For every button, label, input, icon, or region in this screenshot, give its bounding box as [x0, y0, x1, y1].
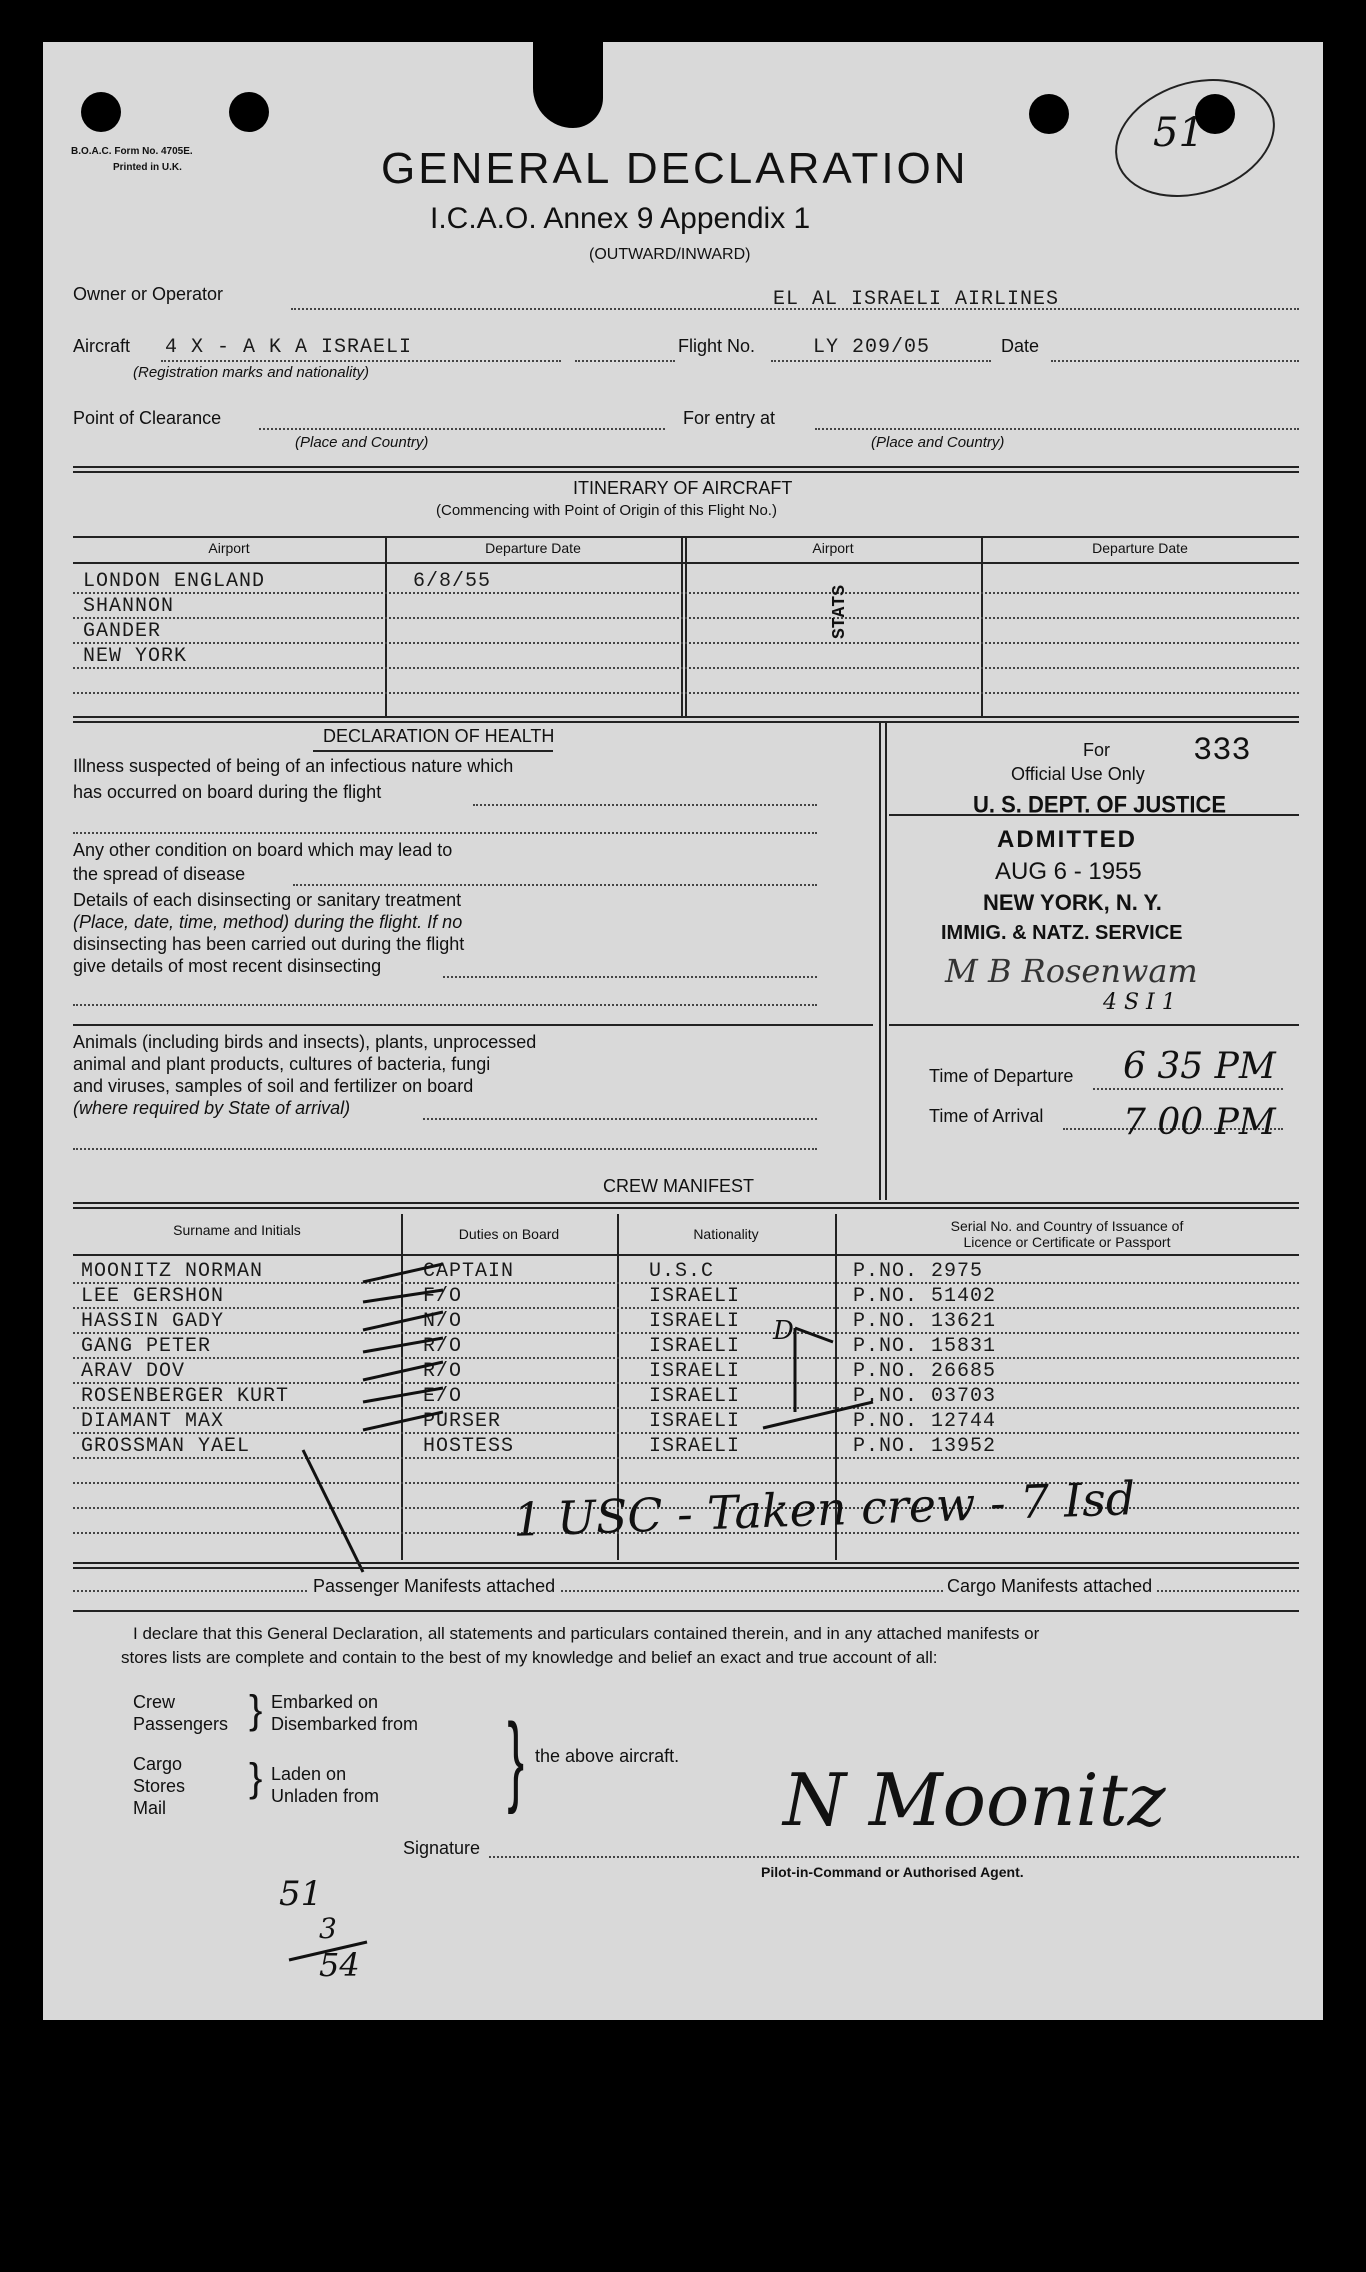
crew-duty: N/O [423, 1310, 463, 1333]
itinerary-date: 6/8/55 [413, 570, 492, 593]
crew-duty: R/O [423, 1360, 463, 1383]
crew-word: Crew [133, 1692, 176, 1712]
laden-label: Laden on [271, 1764, 347, 1784]
passengers-word: Passengers [133, 1714, 229, 1734]
for-label: For [1083, 740, 1110, 760]
departure-line [1093, 1088, 1283, 1090]
entry-label: For entry at [683, 408, 776, 428]
stores-word: Stores [133, 1776, 186, 1796]
crew-duty: HOSTESS [423, 1435, 515, 1458]
health-line [443, 976, 817, 978]
crew-title: CREW MANIFEST [603, 1176, 754, 1196]
crew-name: GROSSMAN YAEL [81, 1435, 251, 1458]
health-q3: Details of each disinsecting or sanitary treatment [73, 890, 462, 910]
punch-hole [1029, 94, 1069, 134]
crew-name: MOONITZ NORMAN [81, 1260, 264, 1283]
declaration-document [43, 42, 1323, 2020]
clearance-place-note: (Place and Country) [295, 434, 429, 451]
itinerary-airport: LONDON ENGLAND [83, 570, 266, 593]
crew-nationality: ISRAELI [649, 1285, 741, 1308]
health-line [293, 884, 817, 886]
crew-serial: P.NO. 03703 [853, 1385, 997, 1408]
embarked-label: Embarked on [271, 1692, 379, 1712]
crew-nationality: ISRAELI [649, 1360, 741, 1383]
itinerary-airport: GANDER [83, 620, 162, 643]
crew-name: GANG PETER [81, 1335, 212, 1358]
health-line [423, 1118, 817, 1120]
above-aircraft-label: the above aircraft. [535, 1746, 680, 1766]
crew-serial: P.NO. 12744 [853, 1410, 997, 1433]
departure-time-label: Time of Departure [929, 1066, 1074, 1086]
col-airport-2: Airport [812, 540, 854, 556]
signature-line [489, 1856, 1299, 1858]
officer-initials: 4 S I 1 [1103, 990, 1176, 1015]
crew-duty: CAPTAIN [423, 1260, 515, 1283]
captain-signature: N Moonitz [783, 1758, 1166, 1842]
circled-number-text: 51 [1153, 110, 1204, 156]
crew-name: HASSIN GADY [81, 1310, 225, 1333]
direction-note: (OUTWARD/INWARD) [589, 246, 751, 263]
stamp-service: IMMIG. & NATZ. SERVICE [941, 922, 1183, 944]
crew-name: DIAMANT MAX [81, 1410, 225, 1433]
health-line [473, 804, 817, 806]
health-q1b: has occurred on board during the flight [73, 782, 382, 802]
aircraft-line [161, 360, 561, 362]
crew-serial: P.NO. 13952 [853, 1435, 997, 1458]
health-q4b: animal and plant products, cultures of bacteria, fungi [73, 1054, 491, 1074]
stamp-admitted: ADMITTED [997, 826, 1137, 853]
health-q1: Illness suspected of being of an infectious nature which [73, 756, 514, 776]
flight-label: Flight No. [678, 336, 756, 356]
itinerary-row-line [73, 667, 1299, 669]
health-line [73, 832, 817, 834]
itinerary-subtitle: (Commencing with Point of Origin of this Flight No.) [436, 502, 777, 519]
disembarked-label: Disembarked from [271, 1714, 419, 1734]
page-subtitle: I.C.A.O. Annex 9 Appendix 1 [430, 202, 811, 235]
clearance-label: Point of Clearance [73, 408, 222, 428]
health-title: DECLARATION OF HEALTH [323, 726, 555, 746]
itinerary-row-line [73, 642, 1299, 644]
declaration-text-2: stores lists are complete and contain to the best of my knowledge and belief an exact and true account of all: [121, 1648, 938, 1667]
crew-serial: P.NO. 13621 [853, 1310, 997, 1333]
crew-nationality: ISRAELI [649, 1335, 741, 1358]
itinerary-row-line [73, 617, 1299, 619]
mail-word: Mail [133, 1798, 167, 1818]
col-serial-2: Licence or Certificate or Passport [963, 1234, 1171, 1250]
crew-nationality: ISRAELI [649, 1310, 741, 1333]
crew-name: ARAV DOV [81, 1360, 186, 1383]
printed-note: Printed in U.K. [113, 162, 182, 173]
crew-bracket-note: D [773, 1316, 794, 1346]
clearance-line [259, 428, 665, 430]
unladen-label: Unladen from [271, 1786, 380, 1806]
col-serial: Serial No. and Country of Issuance of [950, 1218, 1184, 1234]
margin-note-bot: 54 [319, 1946, 360, 1984]
signature-label: Signature [403, 1838, 481, 1858]
crew-name: LEE GERSHON [81, 1285, 225, 1308]
health-q2: Any other condition on board which may lead to [73, 840, 453, 860]
stamp-date: AUG 6 - 1955 [995, 858, 1142, 885]
health-col-rule [885, 722, 887, 1200]
passenger-manifest-label: Passenger Manifests attached [309, 1576, 559, 1597]
health-q3b: (Place, date, time, method) during the flight. If no [73, 912, 463, 932]
aircraft-label: Aircraft [73, 336, 131, 356]
page-title: GENERAL DECLARATION [381, 144, 969, 193]
crew-serial: P.NO. 51402 [853, 1285, 997, 1308]
punch-hole [229, 92, 269, 132]
divider [73, 466, 1299, 473]
official-rule [889, 814, 1299, 816]
divider [73, 1562, 1299, 1569]
stamp-city: NEW YORK, N. Y. [983, 890, 1162, 915]
crew-nationality: ISRAELI [649, 1410, 741, 1433]
health-line [73, 1148, 817, 1150]
owner-value: EL AL ISRAELI AIRLINES [773, 288, 1060, 311]
itinerary-airport: SHANNON [83, 595, 175, 618]
arrival-time-label: Time of Arrival [929, 1106, 1044, 1126]
flight-value: LY 209/05 [813, 336, 931, 359]
divider [73, 716, 1299, 723]
official-rule [889, 1024, 1299, 1026]
health-q4c: and viruses, samples of soil and fertilizer on board [73, 1076, 474, 1096]
crew-duty: F/O [423, 1285, 463, 1308]
crew-nationality: U.S.C [649, 1260, 715, 1283]
itinerary-header-rule [73, 562, 1299, 564]
col-departure-date: Departure Date [485, 540, 581, 556]
aircraft-value: 4 X - A K A ISRAELI [165, 336, 413, 359]
crew-duty: PURSER [423, 1410, 502, 1433]
stats-stamp: STATS [830, 584, 851, 640]
brace: } [249, 1756, 263, 1800]
torn-edge [533, 42, 603, 128]
crew-handwritten-note: 1 USC - Taken crew - 7 Isd [512, 1471, 1137, 1547]
margin-note-top: 51 [279, 1874, 323, 1914]
crew-nationality: ISRAELI [649, 1385, 741, 1408]
official-number: 333 [1193, 732, 1251, 769]
flight-line [771, 360, 991, 362]
health-q3d: give details of most recent disinsecting [73, 956, 382, 976]
official-use-label: Official Use Only [1011, 764, 1145, 784]
cargo-word: Cargo [133, 1754, 183, 1774]
declaration-text-1: I declare that this General Declaration, all statements and particulars contained therein, and in any attached manifests or [133, 1624, 1040, 1643]
margin-note-mid: 3 [319, 1912, 337, 1945]
health-title-underline [313, 750, 553, 752]
col-airport: Airport [208, 540, 250, 556]
pilot-label: Pilot-in-Command or Authorised Agent. [761, 1864, 1024, 1880]
itinerary-airport: NEW YORK [83, 645, 188, 668]
date-label: Date [1001, 336, 1040, 356]
crew-duty: E/O [423, 1385, 463, 1408]
divider [73, 1202, 1299, 1209]
entry-line [815, 428, 1299, 430]
big-brace: } [507, 1703, 525, 1815]
brace: } [249, 1688, 263, 1732]
entry-place-note: (Place and Country) [871, 434, 1005, 451]
col-duty: Duties on Board [458, 1226, 560, 1242]
cargo-manifest-label: Cargo Manifests attached [943, 1576, 1156, 1597]
departure-time: 6 35 PM [1123, 1046, 1276, 1087]
crew-serial: P.NO. 15831 [853, 1335, 997, 1358]
stamp-dept: U. S. DEPT. OF JUSTICE [973, 790, 1227, 819]
arrival-time: 7 00 PM [1123, 1102, 1276, 1143]
aircraft-line-2 [575, 360, 675, 362]
registration-note: (Registration marks and nationality) [133, 364, 369, 381]
crew-serial: P.NO. 26685 [853, 1360, 997, 1383]
health-line [73, 1004, 817, 1006]
col-nationality: Nationality [693, 1226, 759, 1242]
health-col-rule [879, 722, 881, 1200]
crew-serial: P.NO. 2975 [853, 1260, 984, 1283]
itinerary-row-line [73, 692, 1299, 694]
health-rule [73, 1024, 873, 1026]
health-q2b: the spread of disease [73, 864, 246, 884]
divider [73, 1610, 1299, 1612]
punch-hole [81, 92, 121, 132]
crew-name: ROSENBERGER KURT [81, 1385, 290, 1408]
officer-signature: M B Rosenwam [945, 952, 1198, 990]
health-q4d: (where required by State of arrival) [73, 1098, 351, 1118]
date-line [1051, 360, 1299, 362]
col-departure-date-2: Departure Date [1092, 540, 1188, 556]
owner-label: Owner or Operator [73, 284, 224, 304]
crew-duty: R/O [423, 1335, 463, 1358]
health-q3c: disinsecting has been carried out during the flight [73, 934, 465, 954]
crew-nationality: ISRAELI [649, 1435, 741, 1458]
col-name: Surname and Initials [173, 1222, 301, 1238]
itinerary-title: ITINERARY OF AIRCRAFT [573, 478, 793, 498]
form-number: B.O.A.C. Form No. 4705E. [71, 146, 193, 157]
health-q4: Animals (including birds and insects), plants, unprocessed [73, 1032, 537, 1052]
